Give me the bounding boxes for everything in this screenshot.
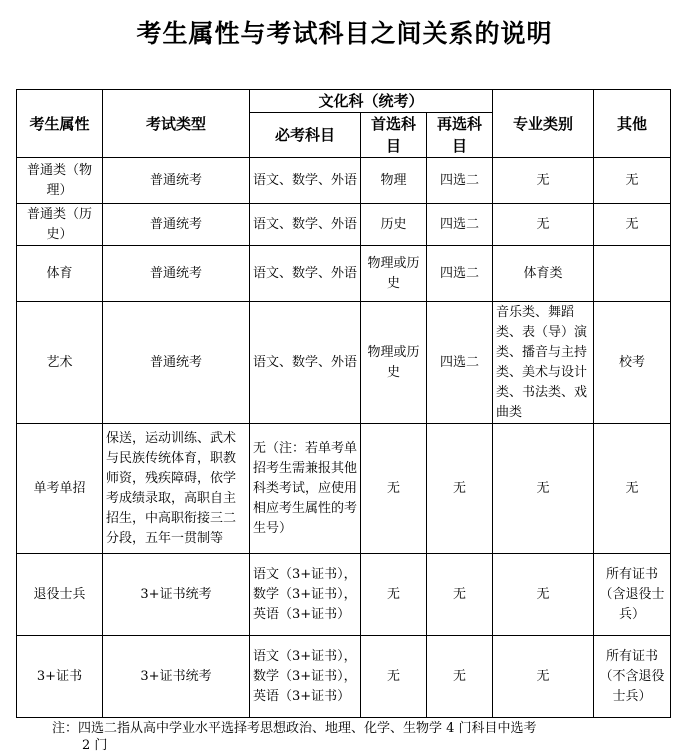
cell-required: 语文（3+证书），数学（3+证书），英语（3+证书） (250, 636, 361, 718)
cell-required: 无（注：若单考单招考生需兼报其他科类考试，应使用相应考生属性的考生号） (250, 424, 361, 554)
header-major: 专业类别 (493, 90, 594, 158)
cell-major: 音乐类、舞蹈类、表（导）演类、播音与主持类、美术与设计类、书法类、戏曲类 (493, 302, 594, 424)
header-required: 必考科目 (250, 113, 361, 158)
cell-required: 语文、数学、外语 (250, 246, 361, 302)
cell-re: 无 (427, 424, 493, 554)
cell-required: 语文、数学、外语 (250, 158, 361, 204)
cell-type: 普通统考 (103, 158, 250, 204)
header-re-choice: 再选科目 (427, 113, 493, 158)
cell-required: 语文、数学、外语 (250, 302, 361, 424)
header-other: 其他 (594, 90, 671, 158)
cell-first: 无 (361, 636, 427, 718)
cell-attr: 单考单招 (17, 424, 103, 554)
cell-re: 四选二 (427, 246, 493, 302)
cell-other: 校考 (594, 302, 671, 424)
subject-relation-table (16, 89, 671, 718)
cell-major: 体育类 (493, 246, 594, 302)
cell-major: 无 (493, 158, 594, 204)
footnote-line-2: 2 门 (82, 738, 108, 753)
footnote (52, 720, 672, 754)
cell-type: 普通统考 (103, 302, 250, 424)
cell-re: 无 (427, 554, 493, 636)
table-row (17, 246, 671, 302)
cell-type: 普通统考 (103, 204, 250, 246)
cell-other: 所有证书（不含退役士兵） (594, 636, 671, 718)
cell-attr: 普通类（历史） (17, 204, 103, 246)
cell-major: 无 (493, 636, 594, 718)
table-row (17, 158, 671, 204)
cell-major: 无 (493, 204, 594, 246)
cell-first: 物理 (361, 158, 427, 204)
cell-re: 四选二 (427, 302, 493, 424)
cell-attr: 体育 (17, 246, 103, 302)
cell-other: 无 (594, 158, 671, 204)
cell-re: 四选二 (427, 158, 493, 204)
header-exam-type: 考试类型 (103, 90, 250, 158)
cell-major: 无 (493, 424, 594, 554)
cell-attr: 艺术 (17, 302, 103, 424)
cell-other (594, 246, 671, 302)
cell-first: 物理或历史 (361, 302, 427, 424)
cell-first: 历史 (361, 204, 427, 246)
cell-re: 无 (427, 636, 493, 718)
cell-first: 无 (361, 424, 427, 554)
cell-other: 无 (594, 204, 671, 246)
cell-type: 普通统考 (103, 246, 250, 302)
cell-other: 无 (594, 424, 671, 554)
header-attr: 考生属性 (17, 90, 103, 158)
cell-re: 四选二 (427, 204, 493, 246)
cell-attr: 普通类（物理） (17, 158, 103, 204)
header-culture: 文化科（统考） (250, 90, 493, 113)
table-row (17, 302, 671, 424)
footnote-line-1: 注：四选二指从高中学业水平选择考思想政治、地理、化学、生物学 4 门科目中选考 (52, 721, 537, 736)
cell-attr: 退役士兵 (17, 554, 103, 636)
cell-type: 3+证书统考 (103, 554, 250, 636)
cell-other: 所有证书（含退役士兵） (594, 554, 671, 636)
table-row (17, 554, 671, 636)
page-title: 考生属性与考试科目之间关系的说明 (136, 19, 553, 48)
cell-required: 语文（3+证书），数学（3+证书），英语（3+证书） (250, 554, 361, 636)
cell-required: 语文、数学、外语 (250, 204, 361, 246)
cell-first: 无 (361, 554, 427, 636)
cell-attr: 3+证书 (17, 636, 103, 718)
cell-major: 无 (493, 554, 594, 636)
cell-first: 物理或历史 (361, 246, 427, 302)
table-row (17, 636, 671, 718)
cell-type: 保送，运动训练、武术与民族传统体育，职教师资，残疾障碍，依学考成绩录取，高职自主招生，中高职衔接三二分段，五年一贯制等 (103, 424, 250, 554)
header-first-choice: 首选科目 (361, 113, 427, 158)
table-row (17, 204, 671, 246)
cell-type: 3+证书统考 (103, 636, 250, 718)
table-row (17, 424, 671, 554)
